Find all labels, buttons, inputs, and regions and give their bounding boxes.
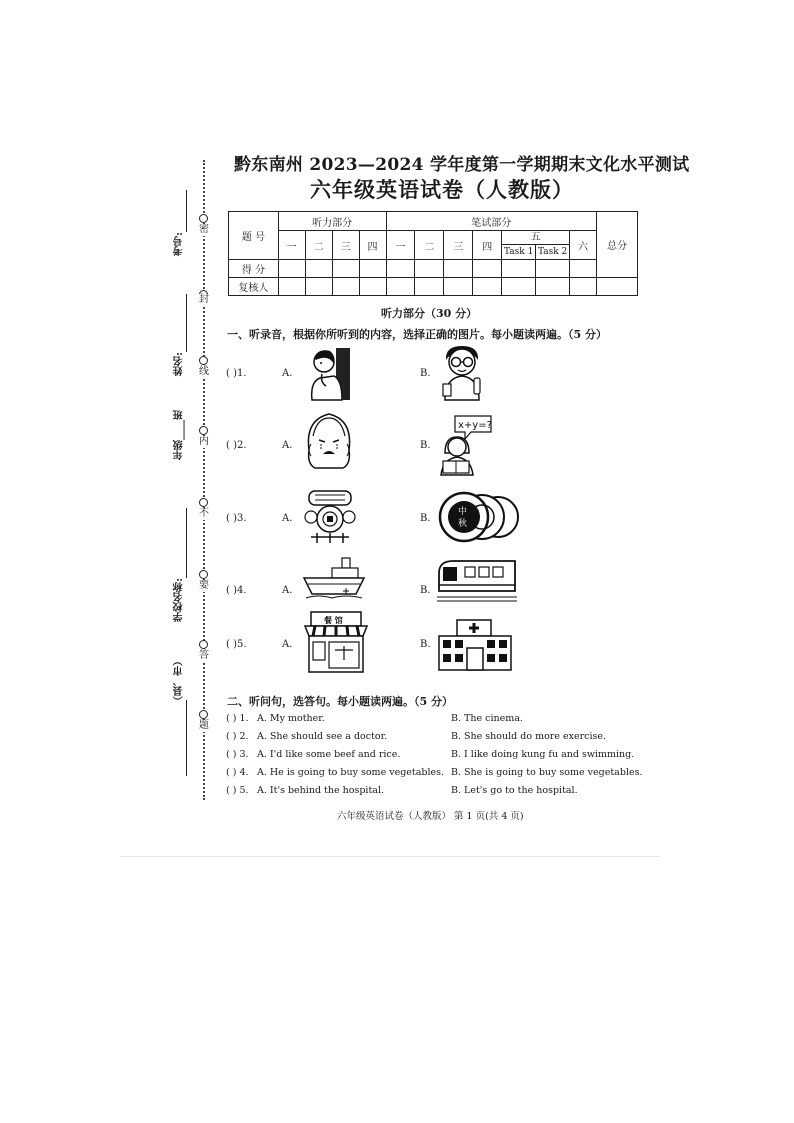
answer-blank[interactable]: ( ) 1. [226,713,249,724]
table-header-listening: 听力部分 [278,212,386,231]
seal-char: 要 [199,580,209,591]
answer-blank[interactable]: ( )1. [226,368,247,379]
table-header-written: 笔试部分 [386,212,596,231]
seal-char: 密 [199,224,209,235]
binding-ring [199,214,208,223]
option-a-label: A. [282,368,293,379]
answer-blank[interactable]: ( ) 4. [226,767,249,778]
score-table [228,211,638,296]
table-col: 四 [473,231,502,260]
seal-char: 线 [199,366,209,377]
scan-edge [120,856,660,857]
option-a-text[interactable]: A. My mother. [257,713,325,724]
option-a-label: A. [282,639,293,650]
seal-char: 封 [199,294,209,305]
table-col: 二 [415,231,444,260]
binding-ring [199,426,208,435]
option-b-text[interactable]: B. Let's go to the hospital. [451,785,578,796]
page-footer: 六年级英语试卷（人教版） 第 1 页(共 4 页) [337,811,524,822]
field-line [186,700,187,776]
table-col: 一 [386,231,415,260]
paper-title: 六年级英语试卷（人教版） [310,177,574,202]
spring-festival-ornament-image[interactable] [303,487,357,545]
part2-instruction: 二、听问句，选答句。每小题读两遍。（5 分） [227,695,453,708]
table-col-five-label: 五 [502,231,569,245]
table-header-total: 总分 [597,212,638,278]
field-name: 姓名: [174,352,185,376]
option-a-label: A. [282,440,293,451]
option-a-text[interactable]: A. She should see a doctor. [257,731,388,742]
field-school: 学校名称: [174,578,185,622]
answer-blank[interactable]: ( )3. [226,513,247,524]
table-task2: Task 2 [537,247,568,257]
part1-instruction: 一、听录音，根据你所听到的内容，选择正确的图片。每小题读两遍。（5 分） [227,328,607,341]
ship-image[interactable] [302,556,366,600]
math-bubble-text: x+y=? [458,420,492,431]
hospital-image[interactable] [437,618,513,672]
answer-blank[interactable]: ( ) 2. [226,731,249,742]
binding-ring [199,570,208,579]
field-line [186,190,187,232]
answer-blank[interactable]: ( ) 3. [226,749,249,760]
option-b-label: B. [420,368,431,379]
answer-blank[interactable]: ( )4. [226,585,247,596]
answer-blank[interactable]: ( ) 5. [226,785,249,796]
table-col: 三 [332,231,359,260]
mooncake-char: 秋 [458,519,468,529]
option-a-label: A. [282,585,293,596]
restaurant-image[interactable] [303,610,369,674]
field-line [186,508,187,578]
table-col: 三 [444,231,473,260]
scientist-image[interactable] [437,344,487,402]
table-row-score: 得 分 [229,260,279,278]
table-col: 一 [278,231,305,260]
option-a-text[interactable]: A. I'd like some beef and rice. [257,749,401,760]
table-row-checker: 复核人 [229,278,279,296]
option-a-text[interactable]: A. He is going to buy some vegetables. [257,767,445,778]
answer-blank[interactable]: ( )5. [226,639,247,650]
option-b-label: B. [420,440,431,451]
mooncakes-image[interactable] [438,489,522,545]
option-b-text[interactable]: B. She should do more exercise. [451,731,607,742]
binding-ring [199,640,208,649]
crying-girl-image[interactable] [303,410,355,470]
restaurant-sign-text: 餐 馆 [324,616,343,625]
field-line [186,294,187,352]
field-grade-class: 年级____班 [174,410,185,460]
option-b-text[interactable]: B. The cinema. [451,713,523,724]
mooncake-char: 中 [458,507,468,517]
seal-char: 题 [199,720,209,731]
woman-thinking-image[interactable] [302,346,354,402]
train-image[interactable] [437,557,517,603]
field-county: （县、市） [174,656,185,706]
table-col: 六 [570,231,597,260]
option-b-label: B. [420,639,431,650]
table-task1: Task 1 [502,245,536,259]
option-a-label: A. [282,513,293,524]
studying-math-image[interactable] [437,413,495,477]
table-col: 二 [305,231,332,260]
listening-title: 听力部分（30 分） [381,307,478,320]
field-exam-number: 考号: [174,232,185,256]
binding-ring [199,498,208,507]
option-b-text[interactable]: B. I like doing kung fu and swimming. [451,749,635,760]
option-b-text[interactable]: B. She is going to buy some vegetables. [451,767,643,778]
binding-ring [199,710,208,719]
answer-blank[interactable]: ( )2. [226,440,247,451]
table-col-five [502,231,570,260]
option-a-text[interactable]: A. It's behind the hospital. [257,785,385,796]
seal-char: 内 [199,436,209,447]
option-b-label: B. [420,513,431,524]
seal-char: 不 [199,508,209,519]
binding-dotted-line [203,160,205,800]
seal-char: 答 [199,650,209,661]
table-header-number: 题 号 [229,212,279,260]
binding-ring [199,356,208,365]
table-col: 四 [359,231,386,260]
option-b-label: B. [420,585,431,596]
exam-title: 黔东南州 2023—2024 学年度第一学期期末文化水平测试 [234,155,690,175]
